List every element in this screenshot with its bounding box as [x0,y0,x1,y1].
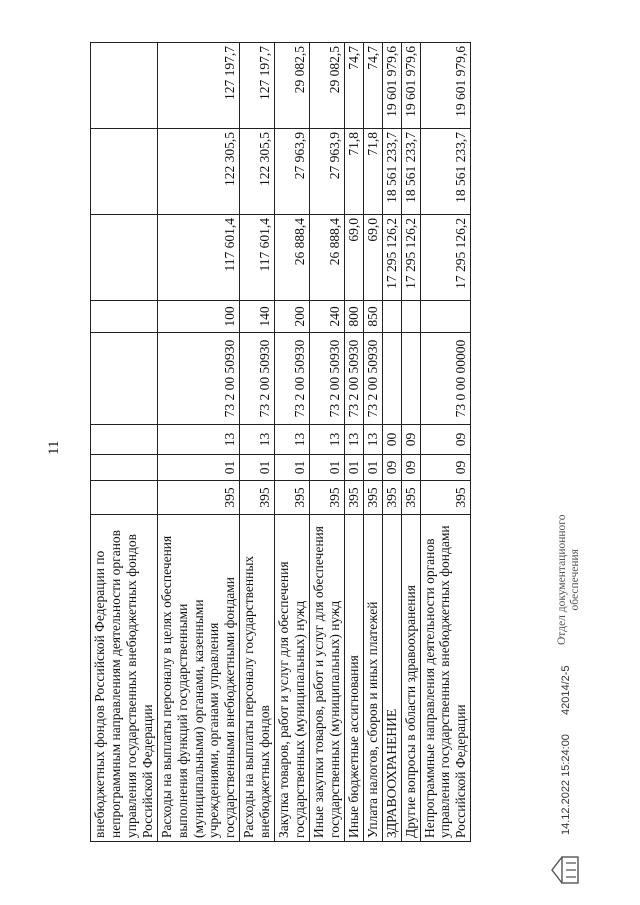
table-row [420,43,471,842]
table-cell-rz: 09 [420,455,471,481]
table-row [157,43,240,842]
table-cell-gr: 395 [401,481,420,515]
table-cell-cs [401,333,420,425]
table-cell-value-1: 117 601,4 [240,215,275,301]
table-cell-gr [91,481,158,515]
table-cell-rz: 01 [344,455,363,481]
table-row [240,43,275,842]
table-cell-rz: 01 [363,455,382,481]
department-stamp-line1: Отдел документационного [556,514,568,645]
table-cell-pr: 13 [363,425,382,455]
table-cell-gr: 395 [382,481,401,515]
table-cell-rz: 09 [382,455,401,481]
table-cell-cs: 73 2 00 50930 [309,333,344,425]
table-cell-value-1: 26 888,4 [275,215,310,301]
table-cell-pr: 13 [309,425,344,455]
table-cell-name: Непрограммные направления деятельности органов управления государственных внебюджетных фондами Российской Федерации [420,515,471,842]
print-timestamp: 14.12.2022 15:24:00 [560,734,572,835]
table-cell-name: Иные бюджетные ассигнования [344,515,363,842]
table-cell-name: Расходы на выплаты персоналу в целях обеспечения выполнения функций государственными (муниципальными) органами, казенными учреждениями, органами управления государственными внебюджетными фондами [157,515,240,842]
table-row [382,43,401,842]
table-cell-vr: 200 [275,301,310,333]
table-cell-value-1: 69,0 [344,215,363,301]
table-cell-value-2 [91,129,158,215]
table-cell-value-1: 117 601,4 [157,215,240,301]
table-cell-value-2: 71,8 [344,129,363,215]
table-cell-name: Расходы на выплаты персоналу государственных внебюджетных фондов [240,515,275,842]
table-cell-cs [91,333,158,425]
table-cell-vr: 140 [240,301,275,333]
table-cell-value-1: 17 295 126,2 [382,215,401,301]
table-row [363,43,382,842]
table-cell-name: Иные закупки товаров, работ и услуг для обеспечения государственных (муниципальных) нужд [309,515,344,842]
table-cell-value-3: 19 601 979,6 [401,43,420,129]
table-cell-cs: 73 2 00 50930 [275,333,310,425]
document-number: 42014/2-5 [560,665,572,715]
table-cell-vr: 240 [309,301,344,333]
table-cell-name: Уплата налогов, сборов и иных платежей [363,515,382,842]
table-cell-value-3: 74,7 [363,43,382,129]
table-cell-name: Закупка товаров, работ и услуг для обеспечения государственных (муниципальных) нужд [275,515,310,842]
table-cell-gr: 395 [344,481,363,515]
table-cell-vr: 100 [157,301,240,333]
table-cell-gr: 395 [240,481,275,515]
table-cell-cs: 73 2 00 50930 [240,333,275,425]
table-cell-gr: 395 [363,481,382,515]
table-cell-pr: 09 [401,425,420,455]
table-cell-value-3: 127 197,7 [240,43,275,129]
table-cell-value-3: 19 601 979,6 [382,43,401,129]
department-stamp [556,515,582,645]
table-cell-value-3 [91,43,158,129]
table-cell-value-2: 27 963,9 [275,129,310,215]
organization-logo [548,853,587,887]
table-cell-rz: 01 [275,455,310,481]
table-cell-value-2: 18 561 233,7 [401,129,420,215]
table-cell-rz: 09 [401,455,420,481]
table-cell-pr: 00 [382,425,401,455]
table-row [91,43,158,842]
table-cell-value-1: 26 888,4 [309,215,344,301]
department-stamp-line2: обеспечения [569,549,582,611]
table-cell-vr [401,301,420,333]
table-cell-value-3: 19 601 979,6 [420,43,471,129]
table-cell-value-3: 29 082,5 [309,43,344,129]
table-cell-pr: 13 [157,425,240,455]
table-cell-rz: 01 [240,455,275,481]
table-cell-cs: 73 2 00 50930 [344,333,363,425]
table-cell-pr: 13 [344,425,363,455]
table-cell-value-1: 69,0 [363,215,382,301]
table-cell-name: ЗДРАВООХРАНЕНИЕ [382,515,401,842]
table-row [401,43,420,842]
table-cell-gr: 395 [309,481,344,515]
budget-table [90,42,471,842]
table-cell-value-3: 74,7 [344,43,363,129]
table-row [309,43,344,842]
table-cell-vr [420,301,471,333]
table-cell-gr: 395 [157,481,240,515]
table-cell-gr: 395 [420,481,471,515]
table-cell-cs: 73 2 00 50930 [363,333,382,425]
table-cell-rz [91,455,158,481]
table-cell-cs [382,333,401,425]
page-number: 11 [46,440,62,455]
table-cell-value-1: 17 295 126,2 [420,215,471,301]
table-cell-pr: 13 [275,425,310,455]
table-cell-value-2: 122 305,5 [157,129,240,215]
table-cell-vr [382,301,401,333]
table-cell-value-2: 122 305,5 [240,129,275,215]
table-cell-value-1 [91,215,158,301]
table-cell-cs: 73 2 00 50930 [157,333,240,425]
table-cell-vr [91,301,158,333]
table-cell-name: внебюджетных фондов Российской Федерации по непрограммным направлениям деятельности органов управления государственных внебюджетных фондов Российской Федерации [91,515,158,842]
table-cell-value-2: 27 963,9 [309,129,344,215]
table-cell-cs: 73 0 00 00000 [420,333,471,425]
table-cell-vr: 800 [344,301,363,333]
table-cell-value-1: 17 295 126,2 [401,215,420,301]
table-cell-pr [91,425,158,455]
table-cell-pr: 13 [240,425,275,455]
table-cell-rz: 01 [309,455,344,481]
table-cell-value-2: 18 561 233,7 [382,129,401,215]
table-row [275,43,310,842]
table-cell-vr: 850 [363,301,382,333]
table-cell-value-3: 127 197,7 [157,43,240,129]
table-cell-pr: 09 [420,425,471,455]
table-cell-value-2: 71,8 [363,129,382,215]
table-cell-gr: 395 [275,481,310,515]
table-row [344,43,363,842]
table-cell-name: Другие вопросы в области здравоохранения [401,515,420,842]
table-cell-value-3: 29 082,5 [275,43,310,129]
table-cell-value-2: 18 561 233,7 [420,129,471,215]
table-cell-rz: 01 [157,455,240,481]
